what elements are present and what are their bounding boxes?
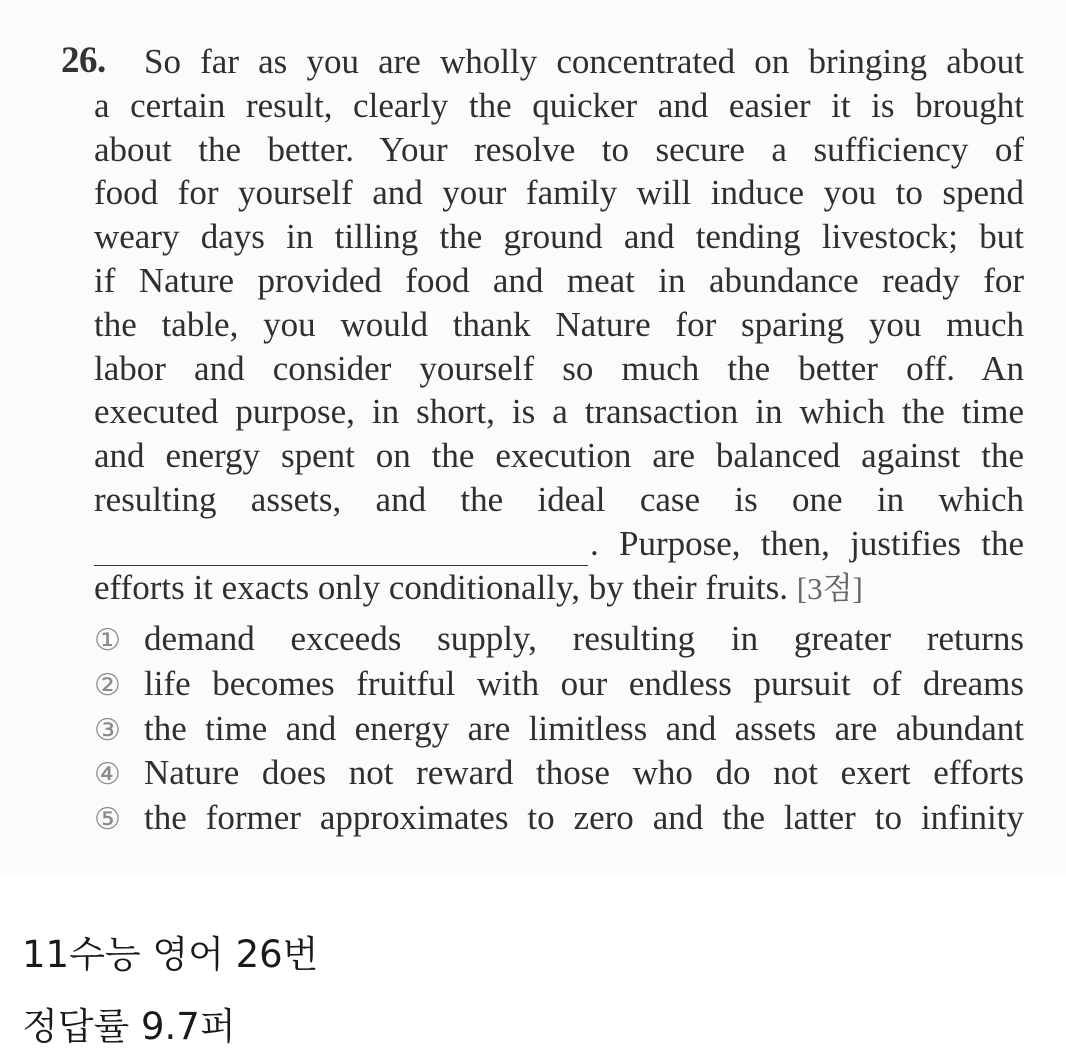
passage-after-blank: . Purpose, then, justifies the	[590, 523, 1024, 563]
passage-line: a certain result, clearly the quicker and easier it is brought	[94, 85, 1024, 125]
option-marker: ④	[94, 757, 121, 793]
option-text: Nature does not reward those who do not exert efforts	[144, 753, 1024, 793]
option-marker: ⑤	[94, 801, 121, 837]
question-number: 26.	[61, 40, 106, 81]
points-label: [3점]	[796, 570, 863, 606]
passage-line: if Nature provided food and meat in abundance ready for	[94, 260, 1024, 300]
option-text: the former approximates to zero and the latter to infinity	[144, 797, 1024, 837]
option-4[interactable]	[94, 751, 1024, 796]
passage-last-text: efforts it exacts only conditionally, by their fruits.	[94, 567, 789, 607]
option-marker: ①	[94, 623, 121, 659]
question-block	[61, 40, 1024, 840]
passage-line: about the better. Your resolve to secure a sufficiency of	[94, 129, 1024, 169]
option-text: the time and energy are limitless and assets are abundant	[144, 708, 1024, 748]
answer-blank	[94, 535, 588, 566]
passage-line: labor and consider yourself so much the better off. An	[94, 348, 1024, 388]
passage-line: resulting assets, and the ideal case is one in which	[94, 479, 1024, 519]
option-5[interactable]	[94, 796, 1024, 841]
caption-correct-rate: 정답률 9.7퍼	[22, 1005, 236, 1048]
passage-line: weary days in tilling the ground and tending livestock; but	[94, 217, 1024, 257]
caption-exam-source: 11수능 영어 26번	[22, 933, 319, 976]
option-text: life becomes fruitful with our endless pursuit of dreams	[144, 663, 1024, 703]
passage-line: So far as you are wholly concentrated on bringing about	[144, 42, 1024, 81]
option-marker: ③	[94, 712, 121, 748]
blank-line	[94, 522, 1024, 566]
passage-line: food for yourself and your family will induce you to spend	[94, 173, 1024, 213]
passage-line: and energy spent on the execution are balanced against the	[94, 436, 1024, 476]
option-2[interactable]	[94, 662, 1024, 707]
option-marker: ②	[94, 667, 121, 703]
passage-line: executed purpose, in short, is a transaction in which the time	[94, 392, 1024, 432]
passage-last-line	[94, 566, 1024, 610]
passage-line: the table, you would thank Nature for sparing you much	[94, 304, 1024, 344]
option-3[interactable]	[94, 707, 1024, 752]
option-1[interactable]	[94, 617, 1024, 662]
answer-options	[94, 617, 1024, 840]
option-text: demand exceeds supply, resulting in greater returns	[144, 619, 1024, 659]
